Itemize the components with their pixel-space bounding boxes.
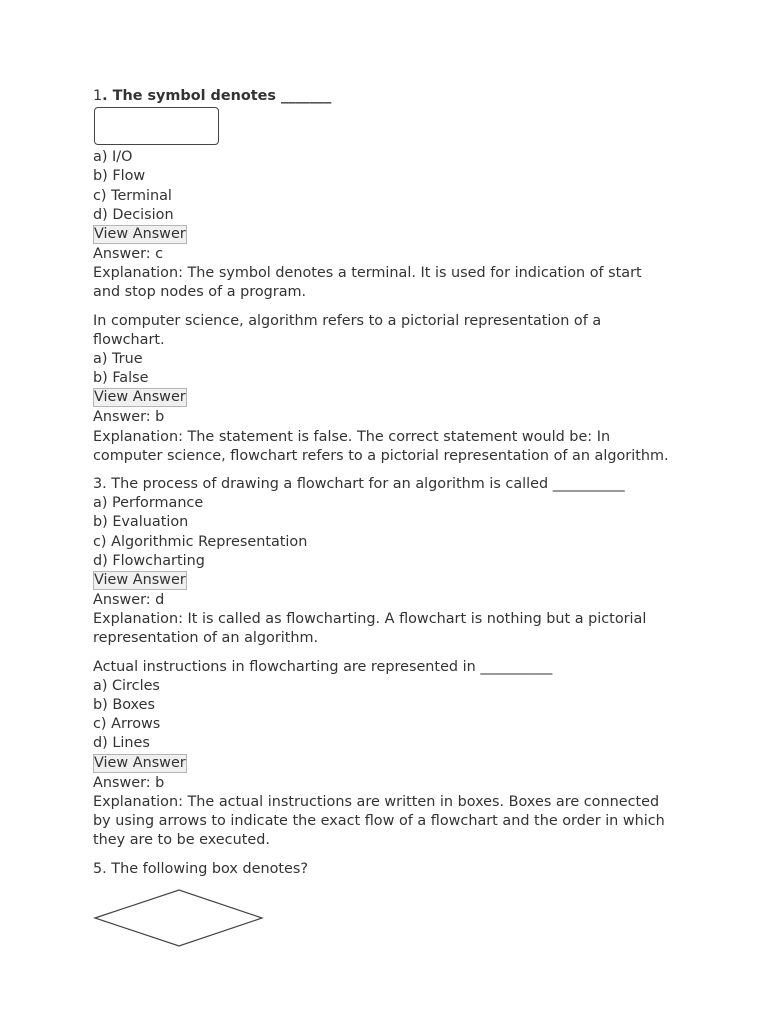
question-2-view-answer-button[interactable]: View Answer <box>94 389 186 406</box>
question-2-option-a: a) True <box>93 351 143 368</box>
question-2-answer: Answer: b <box>93 409 165 426</box>
question-4-explanation: Explanation: The actual instructions are written in boxes. Boxes are connected by using arrows to indicate the exact flow of a flowchart and the order in which they are to be executed. <box>93 793 670 849</box>
question-3-answer: Answer: d <box>93 592 165 609</box>
question-3-explanation: Explanation: It is called as flowcharting. A flowchart is nothing but a pictorial representation of an algorithm. <box>93 611 651 647</box>
question-4 <box>93 658 673 851</box>
question-3-option-b: b) Evaluation <box>93 514 189 531</box>
question-3-text: 3. The process of drawing a flowchart for an algorithm is called __________ <box>93 476 625 493</box>
question-1-title: . The symbol denotes _______ <box>102 88 332 104</box>
question-5 <box>93 860 673 949</box>
question-1-text <box>93 87 673 106</box>
question-1-option-b: b) Flow <box>93 168 146 185</box>
question-4-text: Actual instructions in flowcharting are represented in __________ <box>93 658 553 675</box>
question-3-option-d: d) Flowcharting <box>93 552 205 569</box>
question-4-option-c: c) Arrows <box>93 716 161 733</box>
decision-diamond-symbol <box>93 887 265 949</box>
question-1-option-c: c) Terminal <box>93 187 172 204</box>
question-5-text: 5. The following box denotes? <box>93 860 309 877</box>
terminal-symbol <box>94 107 219 145</box>
question-2 <box>93 312 673 466</box>
quiz-content <box>93 87 673 958</box>
question-1-view-answer-button[interactable]: View Answer <box>94 226 186 243</box>
question-1-answer: Answer: c <box>93 246 164 263</box>
question-1 <box>93 87 673 303</box>
question-1-explanation: Explanation: The symbol denotes a terminal. It is used for indication of start and stop nodes of a program. <box>93 265 647 301</box>
question-3-view-answer-button[interactable]: View Answer <box>94 572 186 589</box>
question-4-view-answer-button[interactable]: View Answer <box>94 754 186 771</box>
question-3-option-c: c) Algorithmic Representation <box>93 533 308 550</box>
question-2-text: In computer science, algorithm refers to a pictorial representation of a flowchart. <box>93 312 606 348</box>
question-1-number: 1 <box>93 88 103 104</box>
question-1-option-d: d) Decision <box>93 206 174 223</box>
question-4-option-d: d) Lines <box>93 735 150 752</box>
question-4-option-b: b) Boxes <box>93 697 155 714</box>
question-2-option-b: b) False <box>93 370 149 387</box>
question-4-option-a: a) Circles <box>93 677 160 694</box>
question-4-answer: Answer: b <box>93 774 165 791</box>
question-2-explanation: Explanation: The statement is false. The correct statement would be: In computer science, flowchart refers to a pictorial representation of an algorithm. <box>93 428 669 464</box>
question-1-option-a: a) I/O <box>93 149 133 166</box>
question-3 <box>93 475 673 649</box>
question-3-option-a: a) Performance <box>93 495 204 512</box>
